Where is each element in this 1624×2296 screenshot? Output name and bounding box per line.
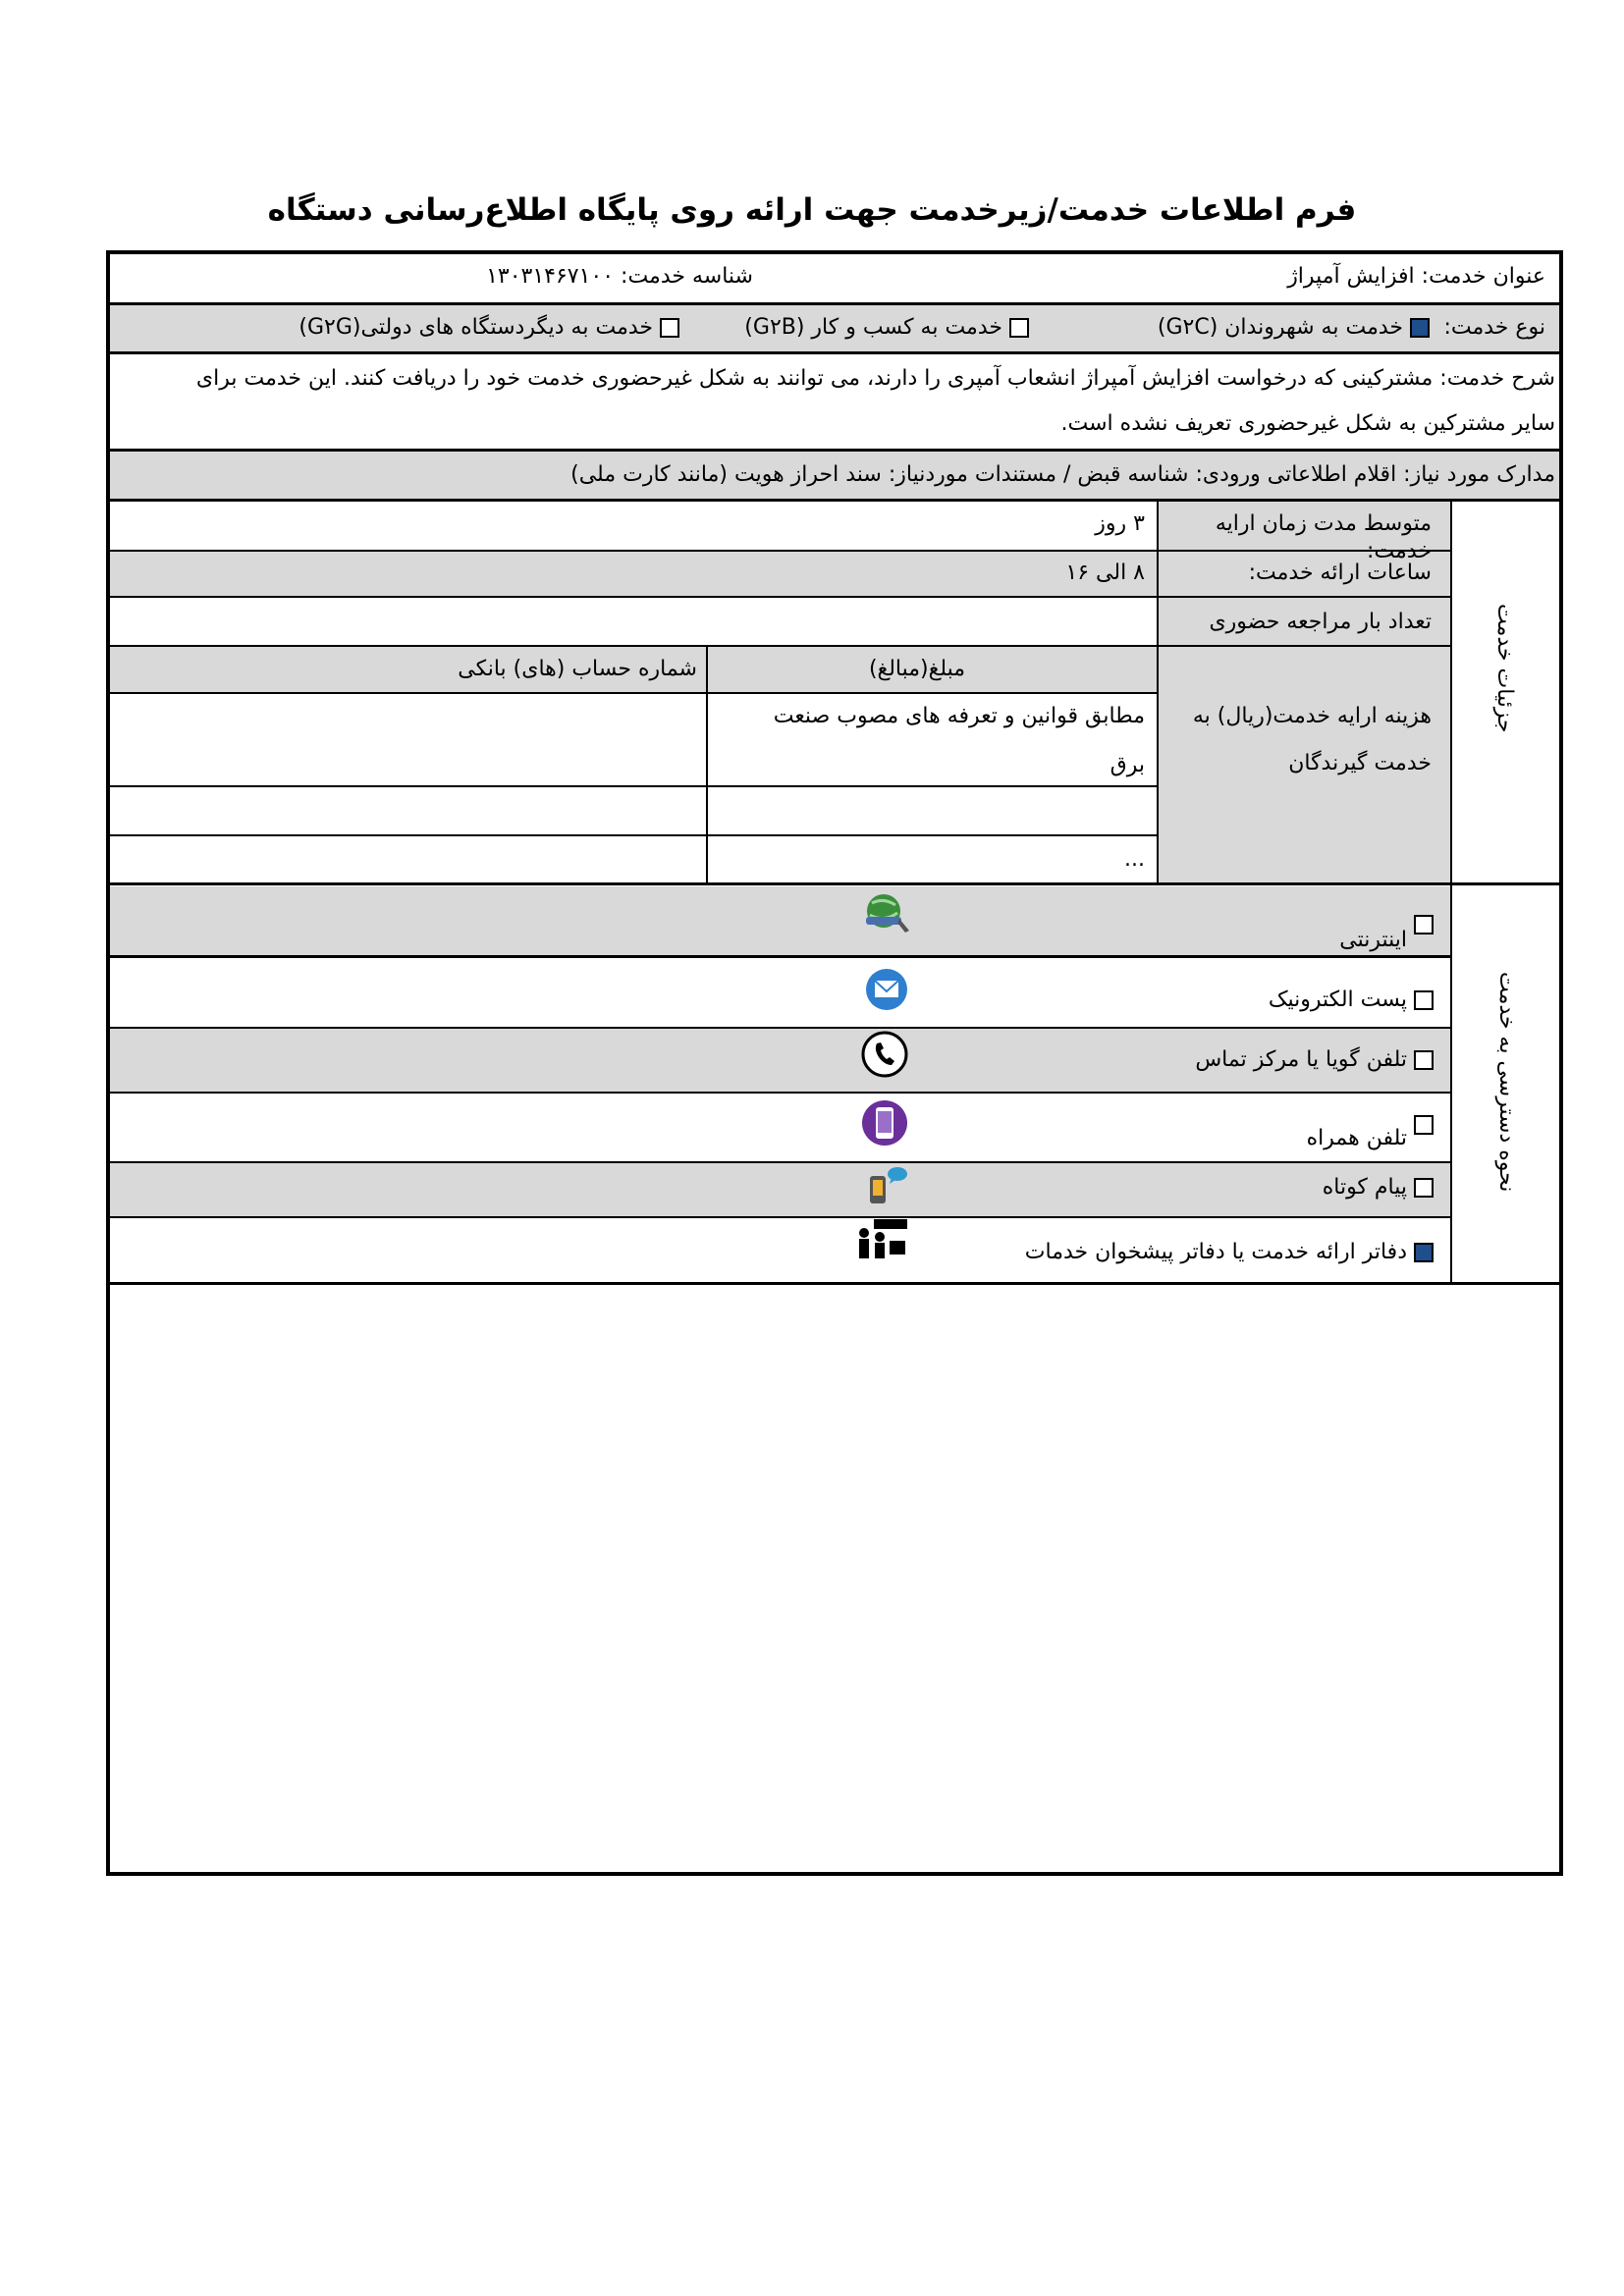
service-id-label: شناسه خدمت: xyxy=(621,264,753,289)
required-documents: مدارک مورد نیاز: اقلام اطلاعاتی ورودی: شناسه قبض / مستندات موردنیاز: سند احراز هویت (مانند کارت ملی) xyxy=(570,462,1555,487)
channel-mobile-label: تلفن همراه xyxy=(1306,1126,1407,1150)
cost-label-line1: هزینه ارایه خدمت(ریال) به xyxy=(1192,704,1432,728)
channel-office[interactable] xyxy=(943,1239,1434,1266)
service-title xyxy=(858,263,1545,293)
phone-icon xyxy=(860,1030,909,1079)
amount-header: مبلغ(مبالغ) xyxy=(868,657,966,681)
account-header: شماره حساب (های) بانکی xyxy=(458,657,697,681)
service-type-g2c[interactable] xyxy=(1076,314,1430,342)
channel-phone[interactable] xyxy=(1041,1046,1434,1074)
sms-icon xyxy=(864,1164,909,1207)
channel-internet-label: اینترنتی xyxy=(1339,928,1407,952)
service-title-value: افزایش آمپراژ xyxy=(1287,264,1415,289)
amount-value-line2: برق xyxy=(1110,753,1145,777)
channel-email[interactable] xyxy=(1041,987,1434,1014)
mobile-phone-icon xyxy=(860,1097,909,1148)
service-title-label: عنوان خدمت: xyxy=(1421,264,1545,289)
checkbox-internet[interactable] xyxy=(1414,915,1434,934)
channel-phone-label: تلفن گویا یا مرکز تماس xyxy=(1195,1047,1407,1072)
checkbox-mobile[interactable] xyxy=(1414,1115,1434,1135)
checkbox-phone[interactable] xyxy=(1414,1050,1434,1070)
service-office-icon xyxy=(854,1217,909,1262)
service-id xyxy=(360,263,753,293)
checkbox-g2g[interactable] xyxy=(660,318,679,338)
hours-label: ساعات ارائه خدمت: xyxy=(1248,561,1432,585)
internet-globe-icon xyxy=(860,889,915,936)
checkbox-office[interactable] xyxy=(1414,1243,1434,1262)
access-side-label: نحوه دسترسی به خدمت xyxy=(1494,972,1519,1193)
service-type-g2g-label: خدمت به دیگردستگاه های دولتی(G۲G) xyxy=(298,315,653,340)
service-type-g2c-label: خدمت به شهروندان (G۲C) xyxy=(1157,315,1403,340)
channel-email-label: پست الکترونیک xyxy=(1268,988,1407,1012)
channel-office-label: دفاتر ارائه خدمت یا دفاتر پیشخوان خدمات xyxy=(1024,1240,1407,1264)
checkbox-g2c[interactable] xyxy=(1410,318,1430,338)
checkbox-sms[interactable] xyxy=(1414,1178,1434,1198)
service-type-g2g[interactable] xyxy=(267,314,679,342)
channel-sms[interactable] xyxy=(1041,1174,1434,1201)
service-type-label: نوع خدمت: xyxy=(1443,315,1545,340)
channel-sms-label: پیام کوتاه xyxy=(1322,1175,1407,1200)
amount-value-line1: مطابق قوانین و تعرفه های مصوب صنعت xyxy=(773,704,1145,728)
service-description-line1: شرح خدمت: مشترکینی که درخواست افزایش آمپراژ انشعاب آمپری را دارند، می توانند به شکل غیرحضوری خدمت خود را دریافت کنند. این خدمت برای xyxy=(195,366,1555,391)
avg-time-value: ۳ روز xyxy=(1095,511,1145,536)
visits-label: تعداد بار مراجعه حضوری xyxy=(1209,610,1432,634)
cost-label-line2: خدمت گیرندگان xyxy=(1288,751,1432,775)
checkbox-email[interactable] xyxy=(1414,990,1434,1010)
service-id-value: ۱۳۰۳۱۴۶۷۱۰۰ xyxy=(486,264,615,289)
service-description-line2: سایر مشترکین به شکل غیرحضوری تعریف نشده است. xyxy=(1060,411,1555,436)
service-type-g2b-label: خدمت به کسب و کار (G۲B) xyxy=(744,315,1002,340)
email-icon xyxy=(864,967,909,1012)
amount-ellipsis: ... xyxy=(1124,847,1145,872)
details-side-label: جزئیات خدمت xyxy=(1492,604,1517,733)
channel-mobile[interactable] xyxy=(1041,1115,1434,1150)
channel-internet[interactable] xyxy=(1041,915,1434,952)
service-type-g2b[interactable] xyxy=(676,314,1029,342)
avg-time-label: متوسط مدت زمان ارایه خدمت: xyxy=(1215,511,1432,563)
page-title: فرم اطلاعات خدمت/زیرخدمت جهت ارائه روی پایگاه اطلاع‌رسانی دستگاه xyxy=(267,192,1357,228)
hours-value: ۸ الی ۱۶ xyxy=(1065,561,1145,585)
checkbox-g2b[interactable] xyxy=(1009,318,1029,338)
